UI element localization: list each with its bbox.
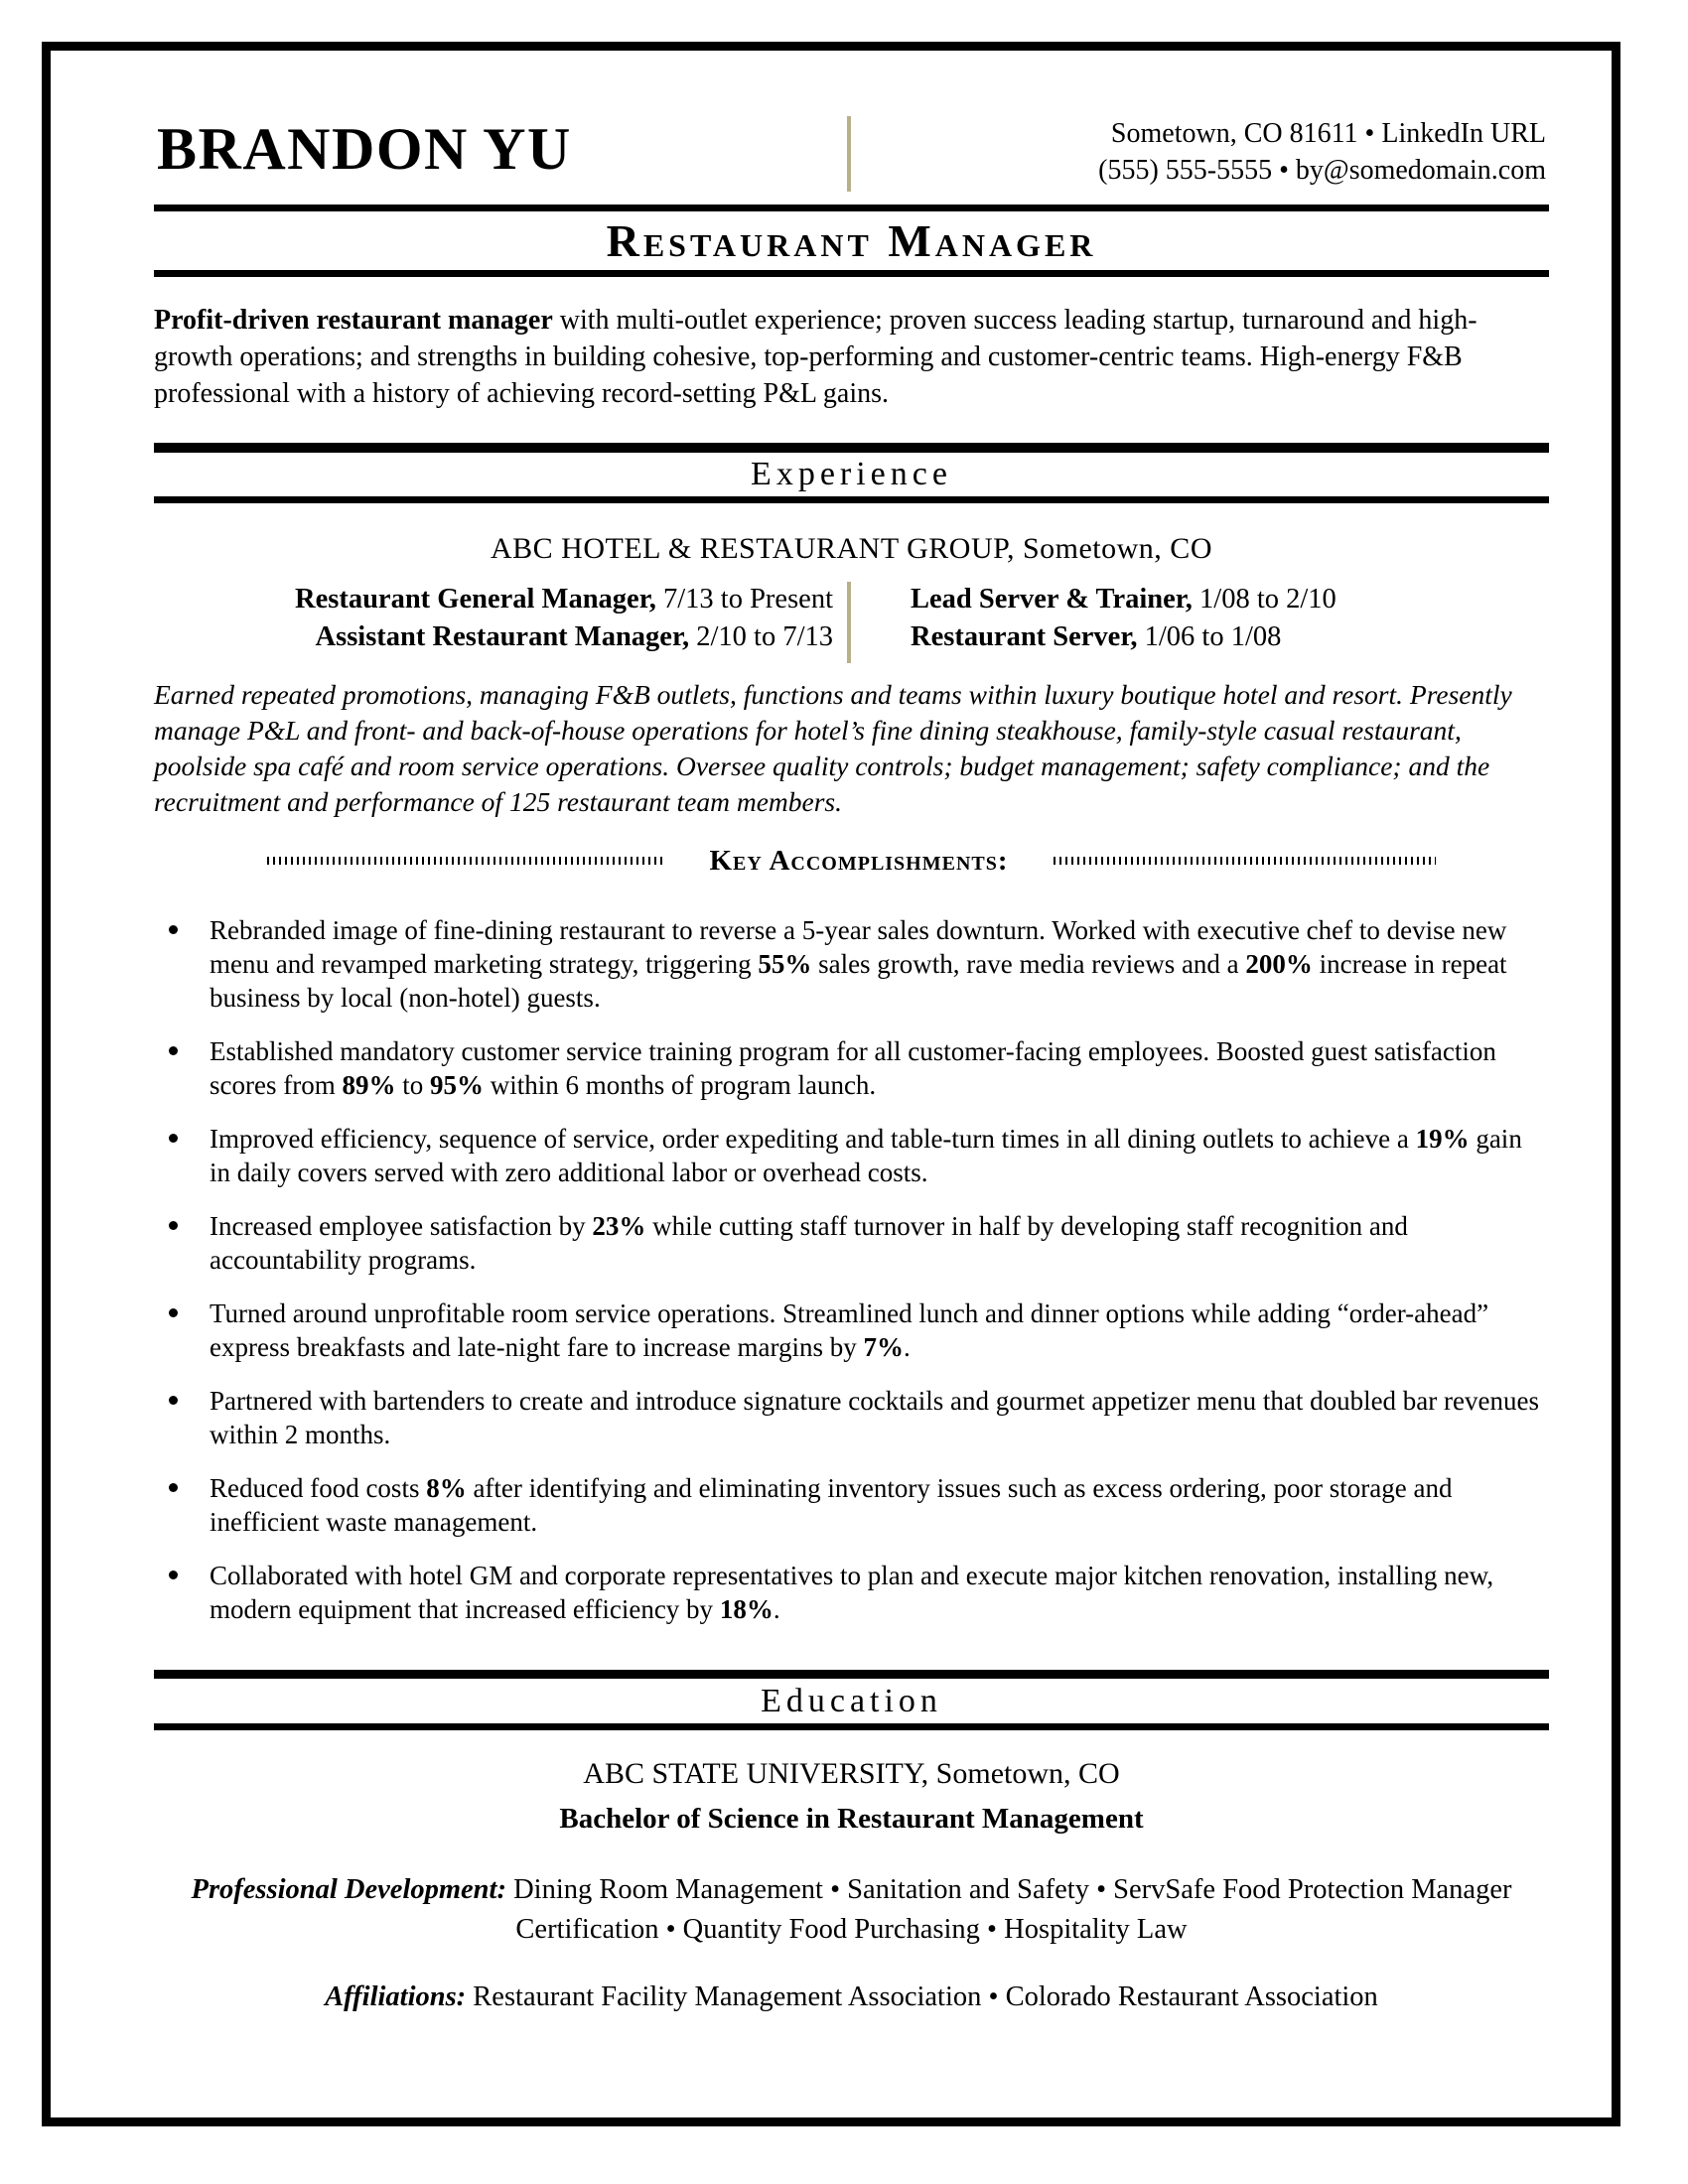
header-rule-top [154,205,1549,211]
professional-development-text: Dining Room Management • Sanitation and Safety • ServSafe Food Protection Manager Certification • Quantity Food Purchasing • Hospitality Law [505,1874,1512,1945]
position-dates: 1/08 to 2/10 [1192,584,1336,614]
position-entry [154,618,833,656]
bullet-text: Improved efficiency, sequence of service, order expediting and table-turn times in all dining outlets to achieve a 19% gain in daily covers served with zero additional labor or overhead costs. [210,1124,1522,1187]
list-item [159,1384,1549,1451]
contact-line-2: (555) 555-5555 • by@somedomain.com [1098,155,1546,186]
list-item [159,1559,1549,1626]
key-accomplishments-row [154,842,1549,880]
bullet-dot-icon [169,925,178,934]
position-title: Restaurant General Manager, [295,584,656,614]
experience-rule-top [154,443,1549,453]
position-entry [911,581,1549,618]
experience-heading: Experience [751,456,952,492]
positions-divider [847,582,851,663]
dotted-rule-left [267,857,664,865]
experience-rule-bottom [154,496,1549,503]
degree-line: Bachelor of Science in Restaurant Management [559,1803,1144,1835]
position-dates: 7/13 to Present [655,584,833,614]
bullet-dot-icon [169,1046,178,1055]
list-item [159,1034,1549,1102]
professional-development-line [154,1870,1549,1950]
bullet-text: Established mandatory customer service training program for all customer-facing employees. Boosted guest satisfaction scores from 89% to 95% within 6 months of program launch. [210,1036,1496,1100]
key-accomplishments-heading: Key Accomplishments: [709,845,1009,877]
list-item [159,1122,1549,1189]
bullet-text: Rebranded image of fine-dining restaurant to reverse a 5-year sales downturn. Worked with executive chef to devise new menu and revamped marketing strategy, triggering 55% sales growth, rave media reviews and a 200% increase in repeat business by local (non-hotel) guests. [210,915,1507,1013]
contact-info [1098,115,1546,189]
list-item [159,1297,1549,1364]
school-line: ABC STATE UNIVERSITY, Sometown, CO [583,1757,1120,1790]
bullet-dot-icon [169,1221,178,1230]
summary-paragraph [154,302,1552,412]
education-rule-bottom [154,1723,1549,1730]
accomplishments-list [159,913,1549,1646]
bullet-text: Increased employee satisfaction by 23% while cutting staff turnover in half by developing staff recognition and accountability programs. [210,1211,1408,1275]
bullet-dot-icon [169,1396,178,1405]
affiliations-line [154,1978,1549,2017]
position-title: Lead Server & Trainer, [911,584,1193,614]
affiliations-text: Restaurant Facility Management Association • Colorado Restaurant Association [466,1981,1378,2012]
bullet-dot-icon [169,1483,178,1492]
positions-right [847,581,1549,656]
header-rule-bottom [154,270,1549,277]
list-item [159,1209,1549,1277]
position-dates: 1/06 to 1/08 [1137,621,1282,652]
list-item [159,1471,1549,1539]
header-divider [847,116,851,192]
bullet-dot-icon [169,1570,178,1579]
bullet-dot-icon [169,1134,178,1143]
bullet-text: Turned around unprofitable room service operations. Streamlined lunch and dinner options while adding “order-ahead” express breakfasts and late-night fare to increase margins by 7%. [210,1298,1489,1362]
experience-overview: Earned repeated promotions, managing F&B outlets, functions and teams within luxury boutique hotel and resort. Presently manage P&L and front- and back-of-house operations for hotel’s fine dining steakhouse, family-style casual restaurant, poolside spa café and room service operations. Oversee quality controls; budget management; safety compliance; and the recruitment and performance of 125 restaurant team members. [154,679,1512,817]
dotted-rule-right [1054,857,1436,865]
contact-line-1: Sometown, CO 81611 • LinkedIn URL [1110,118,1546,149]
position-entry [154,581,833,618]
position-dates: 2/10 to 7/13 [689,621,833,652]
list-item [159,913,1549,1015]
position-title: Restaurant Server, [911,621,1138,652]
education-heading: Education [761,1683,942,1719]
bullet-text: Collaborated with hotel GM and corporate representatives to plan and execute major kitchen renovation, installing new, modern equipment that increased efficiency by 18%. [210,1561,1494,1624]
bullet-dot-icon [169,1308,178,1317]
person-name: BRANDON YU [157,116,572,182]
job-title-heading: Restaurant Manager [606,215,1097,266]
bullet-text: Partnered with bartenders to create and introduce signature cocktails and gourmet appetizer menu that doubled bar revenues within 2 months. [210,1386,1539,1449]
summary-lead: Profit-driven restaurant manager [154,305,553,336]
position-entry [911,618,1549,656]
bullet-text: Reduced food costs 8% after identifying and eliminating inventory issues such as excess ordering, poor storage and inefficient waste management. [210,1473,1453,1537]
summary-rest: with multi-outlet experience; proven success leading startup, turnaround and high-growth operations; and strengths in building cohesive, top-performing and customer-centric teams. High-energy F&B professional with a history of achieving record-setting P&L gains. [154,305,1477,409]
positions-left [154,581,847,656]
affiliations-label: Affiliations: [325,1981,467,2012]
education-rule-top [154,1670,1549,1679]
positions-block [154,581,1549,656]
position-title: Assistant Restaurant Manager, [315,621,690,652]
company-line: ABC HOTEL & RESTAURANT GROUP, Sometown, CO [491,532,1212,565]
professional-development-label: Professional Development: [191,1874,506,1905]
